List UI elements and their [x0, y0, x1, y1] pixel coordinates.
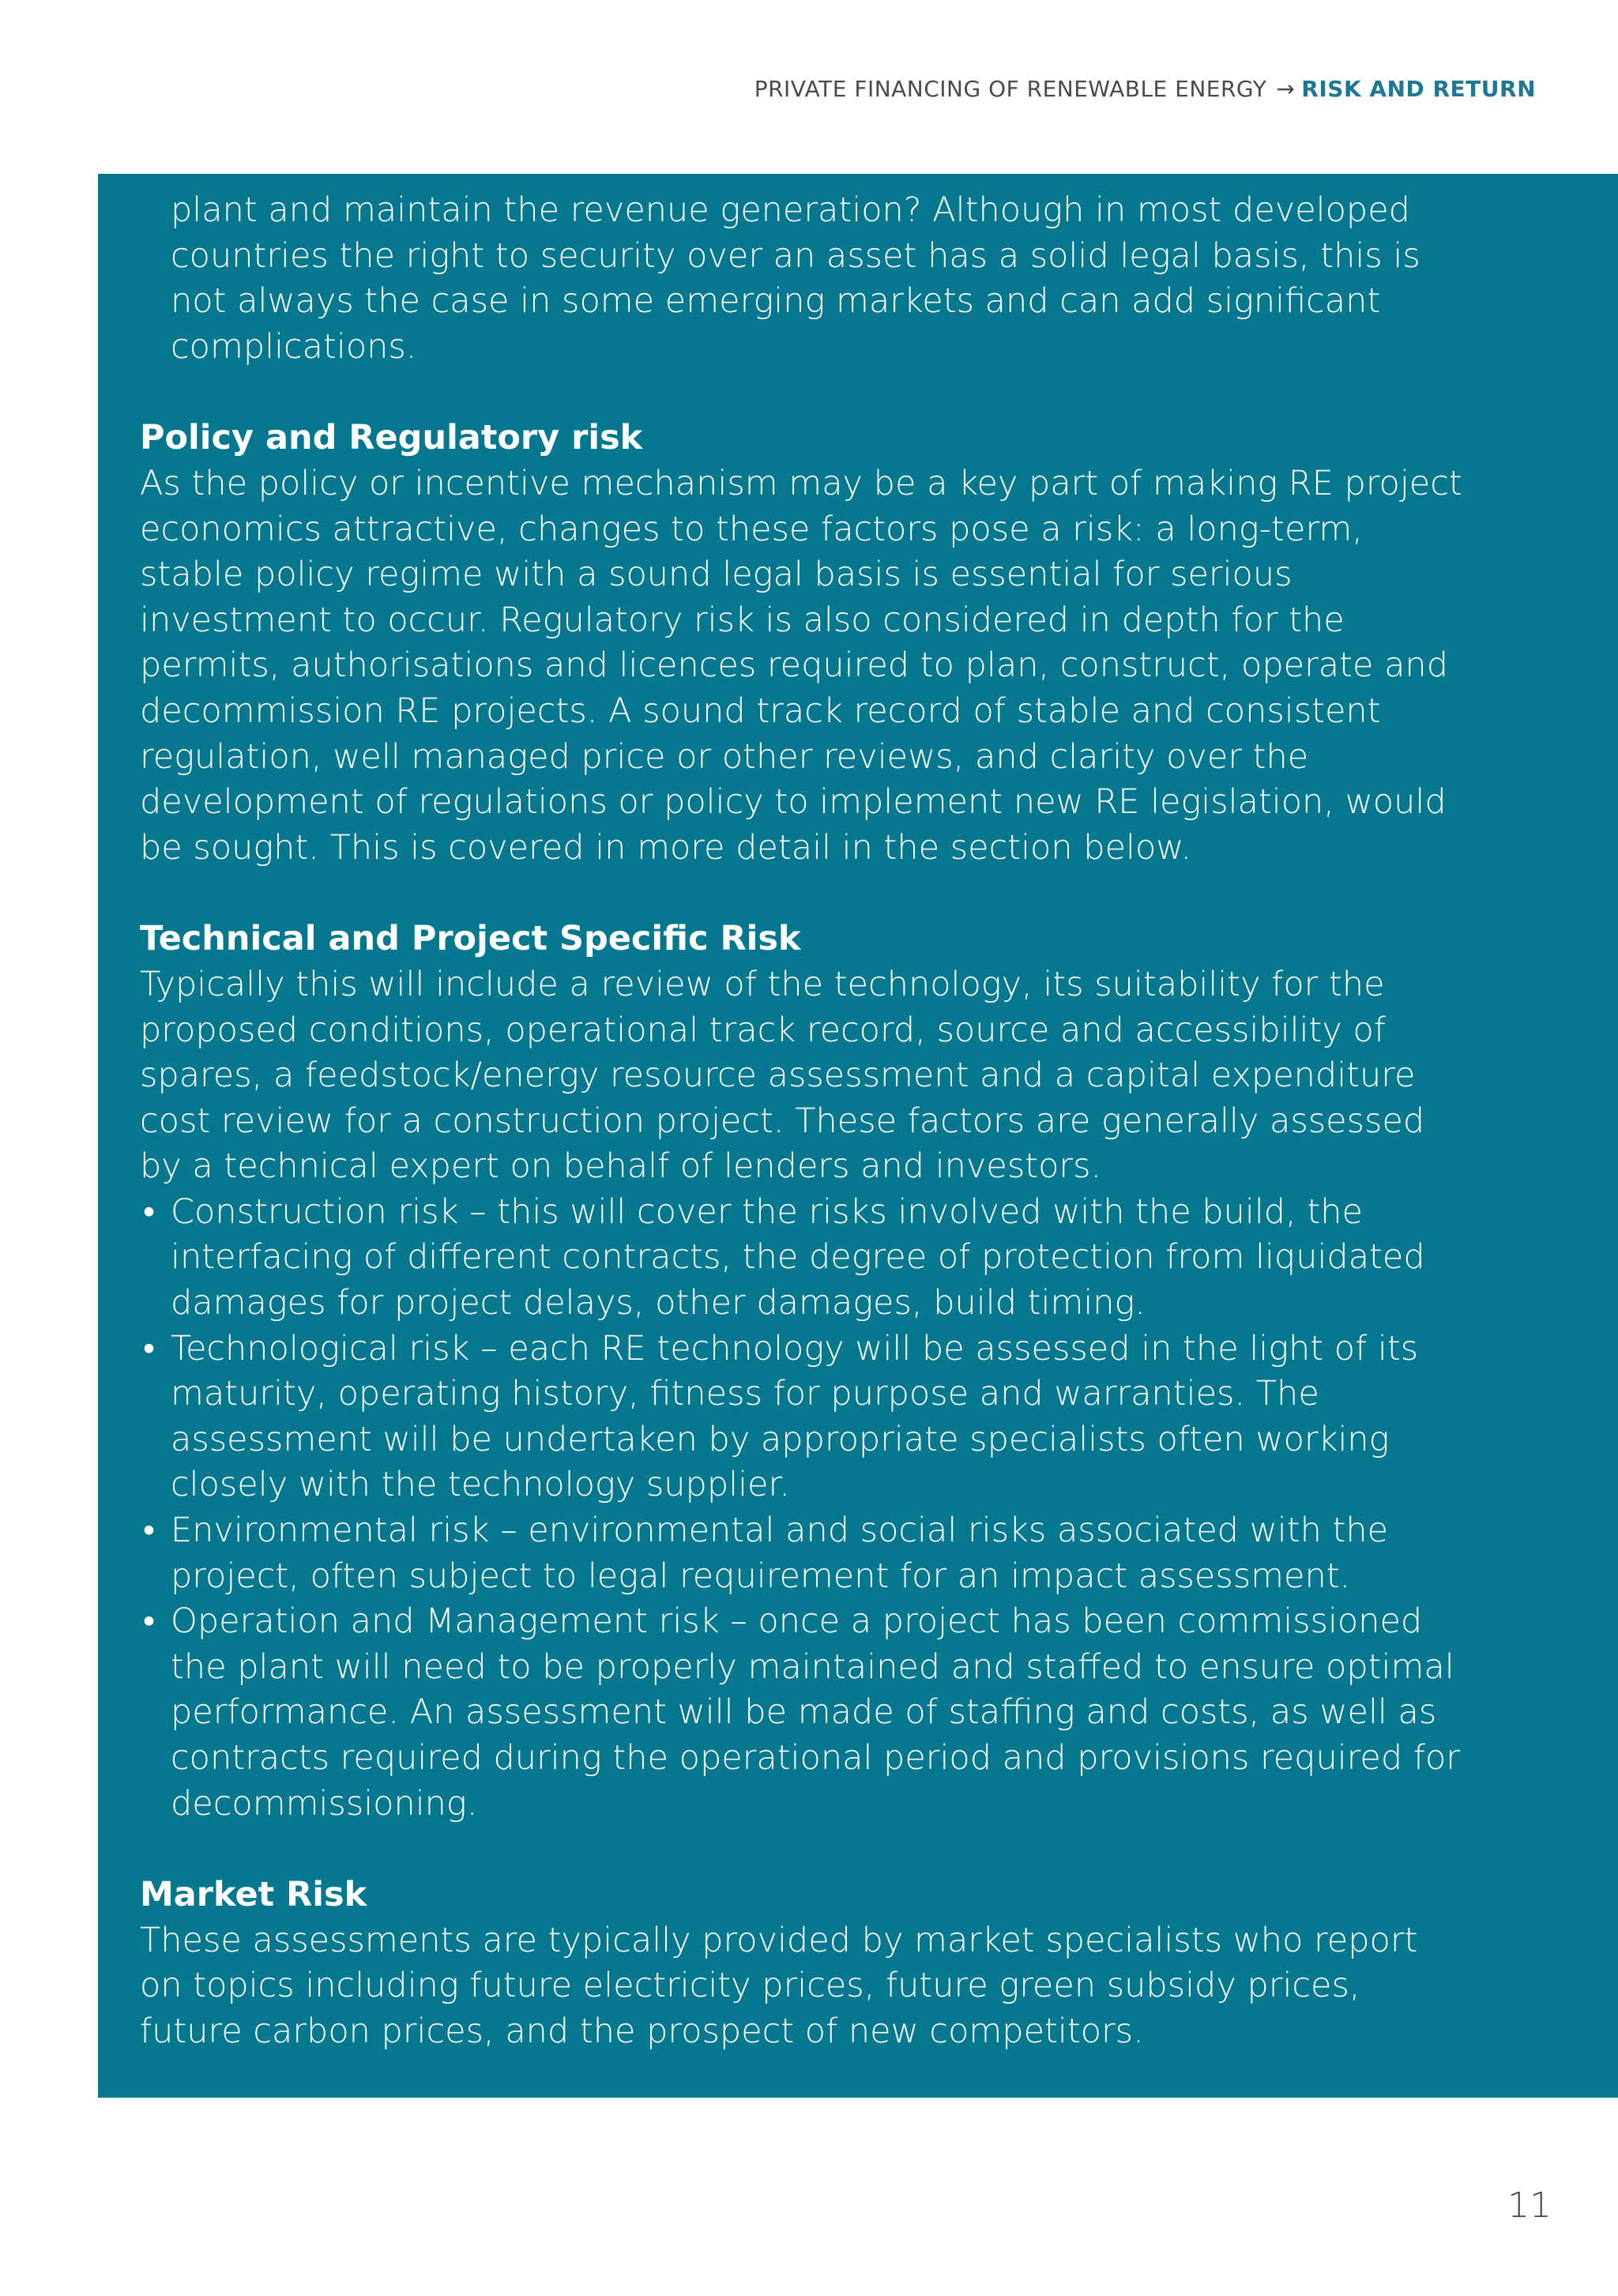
market-body: These assessments are typically provided by market specialists who report on topics including future electricity prices, future green subsidy prices, future carbon prices, and the prospect of new competitors.	[140, 1920, 1418, 2051]
list-item-environmental-risk: • Environmental risk – environmental and social risks associated with the project, often subject to legal requirement for an impact assessment.	[140, 1508, 1467, 1599]
section-title: RISK AND RETURN	[1301, 76, 1536, 102]
arrow-right-icon: →	[1276, 76, 1296, 102]
list-item-technological-risk: • Technological risk – each RE technology will be assessed in the light of its maturity, operating history, fitness for purpose and warranties. The assessment will be undertaken by appropriate specialists often working closely with the technology supplier.	[140, 1327, 1467, 1508]
running-header	[754, 76, 1536, 102]
market-heading: Market Risk	[140, 1875, 367, 1915]
policy-body: As the policy or incentive mechanism may be a key part of making RE project economics attractive, changes to these factors pose a risk: a long-term, stable policy regime with a sound legal basis is essential for serious investment to occur. Regulatory risk is also considered in depth for the permits, authorisations and licences required to plan, construct, operate and decommission RE projects. A sound track record of stable and consistent regulation, well managed price or other reviews, and clarity over the development of regulations or policy to implement new RE legislation, would be sought. This is covered in more detail in the section below.	[140, 463, 1462, 868]
intro-continuation: plant and maintain the revenue generation? Although in most developed countries the right to security over an asset has a solid legal basis, this is not always the case in some emerging markets and can add significant complications.	[171, 190, 1420, 367]
content-panel	[98, 174, 1618, 2098]
technical-body: Typically this will include a review of the technology, its suitability for the proposed conditions, operational track record, source and accessibility of spares, a feedstock/energy resource assessment and a capital expenditure cost review for a construction project. These factors are generally assessed by a technical expert on behalf of lenders and investors.	[140, 964, 1425, 1187]
page-number: 11	[1507, 2185, 1552, 2226]
list-item-operation-management-risk: • Operation and Management risk – once a project has been commissioned the plant will need to be properly maintained and staffed to ensure optimal performance. An assessment will be made of staffing and costs, as well as contracts required during the operational period and provisions required for decommissioning.	[140, 1599, 1467, 1827]
technical-risk-list	[140, 1190, 1467, 1827]
list-item-construction-risk: • Construction risk – this will cover the risks involved with the build, the interfacing of different contracts, the degree of protection from liquidated damages for project delays, other damages, build timing.	[140, 1190, 1467, 1327]
policy-heading: Policy and Regulatory risk	[140, 418, 643, 458]
technical-heading: Technical and Project Specific Risk	[140, 919, 801, 959]
document-title: PRIVATE FINANCING OF RENEWABLE ENERGY	[754, 76, 1267, 102]
